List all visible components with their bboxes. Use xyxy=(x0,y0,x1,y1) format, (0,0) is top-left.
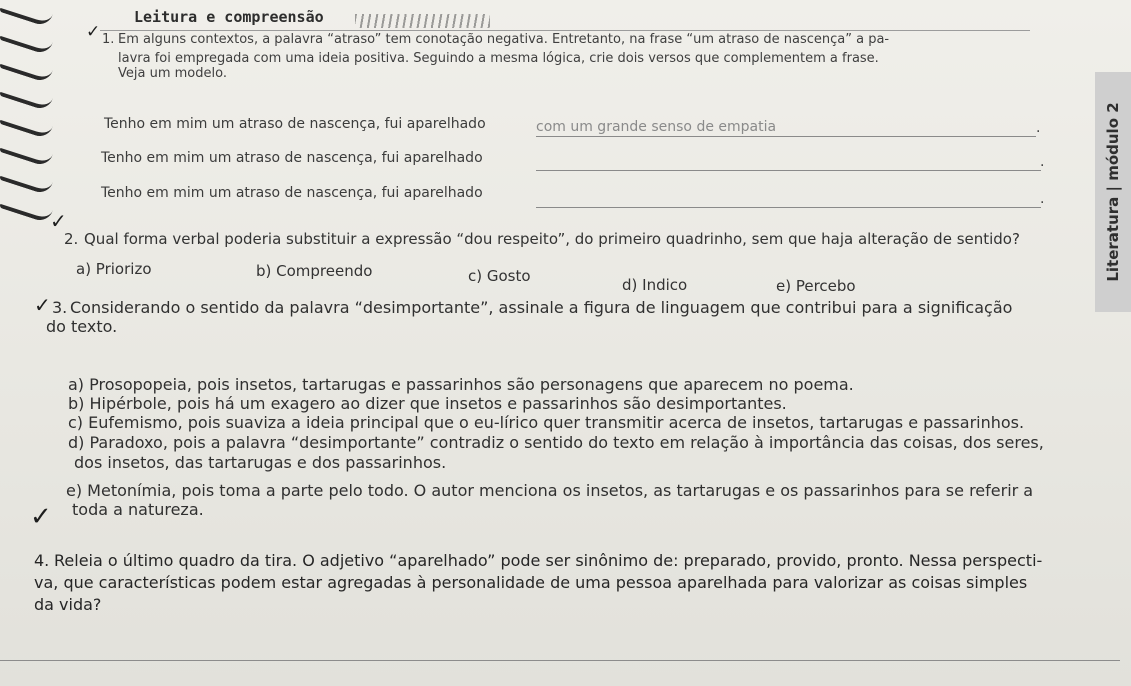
q3-option-c[interactable]: c) Eufemismo, pois suaviza a ideia principal que o eu-lírico quer transmitir acerca de insetos, tartarugas e passarinhos. xyxy=(68,413,1025,432)
q3-option-a[interactable]: a) Prosopopeia, pois insetos, tartarugas e passarinhos são personagens que aparecem no poema. xyxy=(68,375,854,394)
model-verse-prefix: Tenho em mim um atraso de nascença, fui aparelhado xyxy=(104,116,486,132)
q1-line-1: Em alguns contextos, a palavra “atraso” tem conotação negativa. Entretanto, na frase “um atraso de nascença” a pa- xyxy=(118,32,890,47)
q2-option-d[interactable]: d) Indico xyxy=(622,276,688,294)
section-title: Leitura e compreensão xyxy=(134,8,324,26)
q4-number: 4. xyxy=(34,551,50,570)
q1-number: 1. xyxy=(102,32,115,47)
q2-option-e[interactable]: e) Percebo xyxy=(776,277,856,295)
checkmark-icon: ✓ xyxy=(86,22,101,42)
q3-line-2: do texto. xyxy=(46,317,118,336)
side-tab xyxy=(1095,72,1131,312)
verse-3-answer-line[interactable] xyxy=(536,207,1041,208)
divider xyxy=(100,30,1030,31)
pen-scribble xyxy=(355,14,490,28)
q2-number: 2. xyxy=(64,230,79,248)
q1-line-3: Veja um modelo. xyxy=(118,66,227,81)
q2-option-b[interactable]: b) Compreendo xyxy=(256,262,373,280)
q3-option-e-line-1[interactable]: e) Metonímia, pois toma a parte pelo todo. O autor menciona os insetos, as tartarugas e os passarinhos para se referir a xyxy=(66,481,1034,500)
q4-line-2: va, que características podem estar agregadas à personalidade de uma pessoa aparelhada para valorizar as coisas simples xyxy=(34,573,1028,592)
q3-option-b[interactable]: b) Hipérbole, pois há um exagero ao dizer que insetos e passarinhos são desimportantes. xyxy=(68,394,787,413)
q2-text: Qual forma verbal poderia substituir a expressão “dou respeito”, do primeiro quadrinho, sem que haja alteração de sentido? xyxy=(84,230,1020,248)
q3-option-e-line-2: toda a natureza. xyxy=(72,500,204,519)
verse-3-period: . xyxy=(1040,191,1045,207)
q1-line-2: lavra foi empregada com uma ideia positiva. Seguindo a mesma lógica, crie dois versos que complementem a frase. xyxy=(118,51,879,66)
answer-line[interactable] xyxy=(0,660,1120,661)
checkmark-icon: ✓ xyxy=(34,293,51,317)
q3-option-d-line-2: dos insetos, das tartarugas e dos passarinhos. xyxy=(74,453,447,472)
q3-line-1: Considerando o sentido da palavra “desimportante”, assinale a figura de linguagem que contribui para a significação xyxy=(70,298,1013,317)
q4-line-1: Releia o último quadro da tira. O adjetivo “aparelhado” pode ser sinônimo de: preparado, provido, pronto. Nessa perspecti- xyxy=(54,551,1043,570)
model-answer-line xyxy=(536,136,1036,137)
q2-option-c[interactable]: c) Gosto xyxy=(468,267,531,285)
checkmark-icon: ✓ xyxy=(50,209,67,233)
q2-option-a[interactable]: a) Priorizo xyxy=(76,260,152,278)
side-tab-label: Literatura | módulo 2 xyxy=(1104,102,1122,282)
checkmark-icon: ✓ xyxy=(30,502,52,532)
verse-3-prefix: Tenho em mim um atraso de nascença, fui aparelhado xyxy=(101,185,483,201)
verse-2-prefix: Tenho em mim um atraso de nascença, fui aparelhado xyxy=(101,150,483,166)
verse-2-answer-line[interactable] xyxy=(536,170,1041,171)
q4-line-3: da vida? xyxy=(34,595,102,614)
model-verse-answer: com um grande senso de empatia xyxy=(536,119,777,135)
verse-2-period: . xyxy=(1040,154,1045,170)
model-period: . xyxy=(1036,120,1041,136)
q3-option-d-line-1[interactable]: d) Paradoxo, pois a palavra “desimportante” contradiz o sentido do texto em relação à importância das coisas, dos seres, xyxy=(68,433,1044,452)
q3-number: 3. xyxy=(52,298,68,317)
